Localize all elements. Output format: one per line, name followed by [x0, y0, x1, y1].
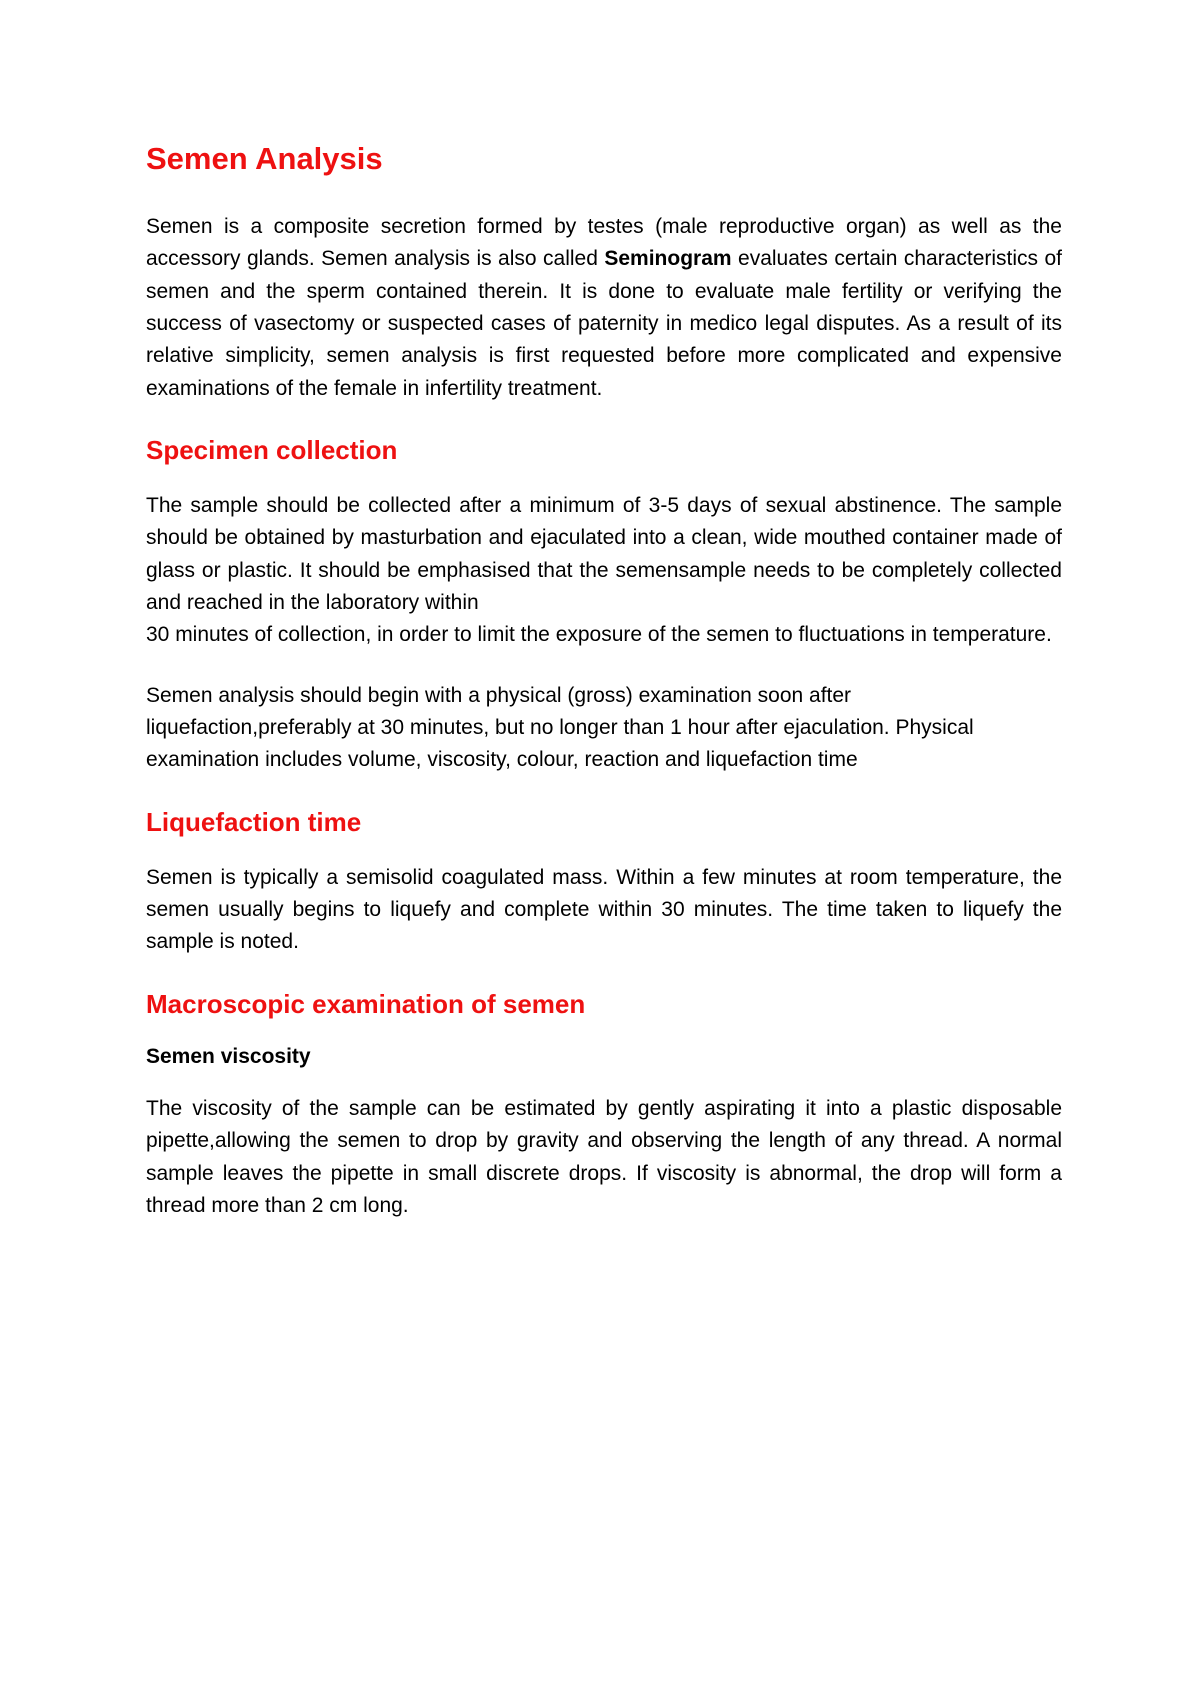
document-content — [146, 140, 1062, 1222]
viscosity-paragraph: The viscosity of the sample can be estimated by gently aspirating it into a plastic disposable pipette,allowing the semen to drop by gravity and observing the length of any thread. A normal sample leaves the pipette in small discrete drops. If viscosity is abnormal, the drop will form a thread more than 2 cm long. — [146, 1096, 1062, 1217]
specimen-paragraph-1-tail: 30 minutes of collection, in order to limit the exposure of the semen to fluctuations in temperature. — [146, 623, 1052, 647]
intro-bold-term: Seminogram — [604, 247, 732, 271]
section-heading-macroscopic-examination: Macroscopic examination of semen — [146, 988, 586, 1019]
intro-paragraph — [146, 211, 1062, 405]
section-heading-liquefaction-time: Liquefaction time — [146, 806, 362, 837]
specimen-paragraph-2: Semen analysis should begin with a physical (gross) examination soon after liquefaction,preferably at 30 minutes, but no longer than 1 hour after ejaculation. Physical examination includes volume, viscosity, colour, reaction and liquefaction time — [146, 683, 974, 772]
intro-text-part1: Semen is a composite secretion formed by testes (male reproductive organ) as well as the accessory glands. Semen analysis is also called — [146, 215, 1062, 271]
section-heading-specimen-collection: Specimen collection — [146, 434, 398, 465]
liquefaction-paragraph: Semen is typically a semisolid coagulated mass. Within a few minutes at room temperature, the semen usually begins to liquefy and complete within 30 minutes. The time taken to liquefy the sample is noted. — [146, 865, 1062, 954]
intro-text-part2: evaluates certain characteristics of semen and the sperm contained therein. It is done to evaluate male fertility or verifying the success of vasectomy or suspected cases of paternity in medico legal disputes. As a result of its relative simplicity, semen analysis is first requested before more complicated and expensive examinations of the female in infertility treatment. — [146, 247, 1062, 400]
subheading-semen-viscosity: Semen viscosity — [146, 1044, 311, 1068]
document-title: Semen Analysis — [146, 141, 383, 176]
specimen-paragraph-1: The sample should be collected after a minimum of 3-5 days of sexual abstinence. The sample should be obtained by masturbation and ejaculated into a clean, wide mouthed container made of glass or plastic. It should be emphasised that the semensample needs to be completely collected and reached in the laboratory within — [146, 494, 1062, 615]
